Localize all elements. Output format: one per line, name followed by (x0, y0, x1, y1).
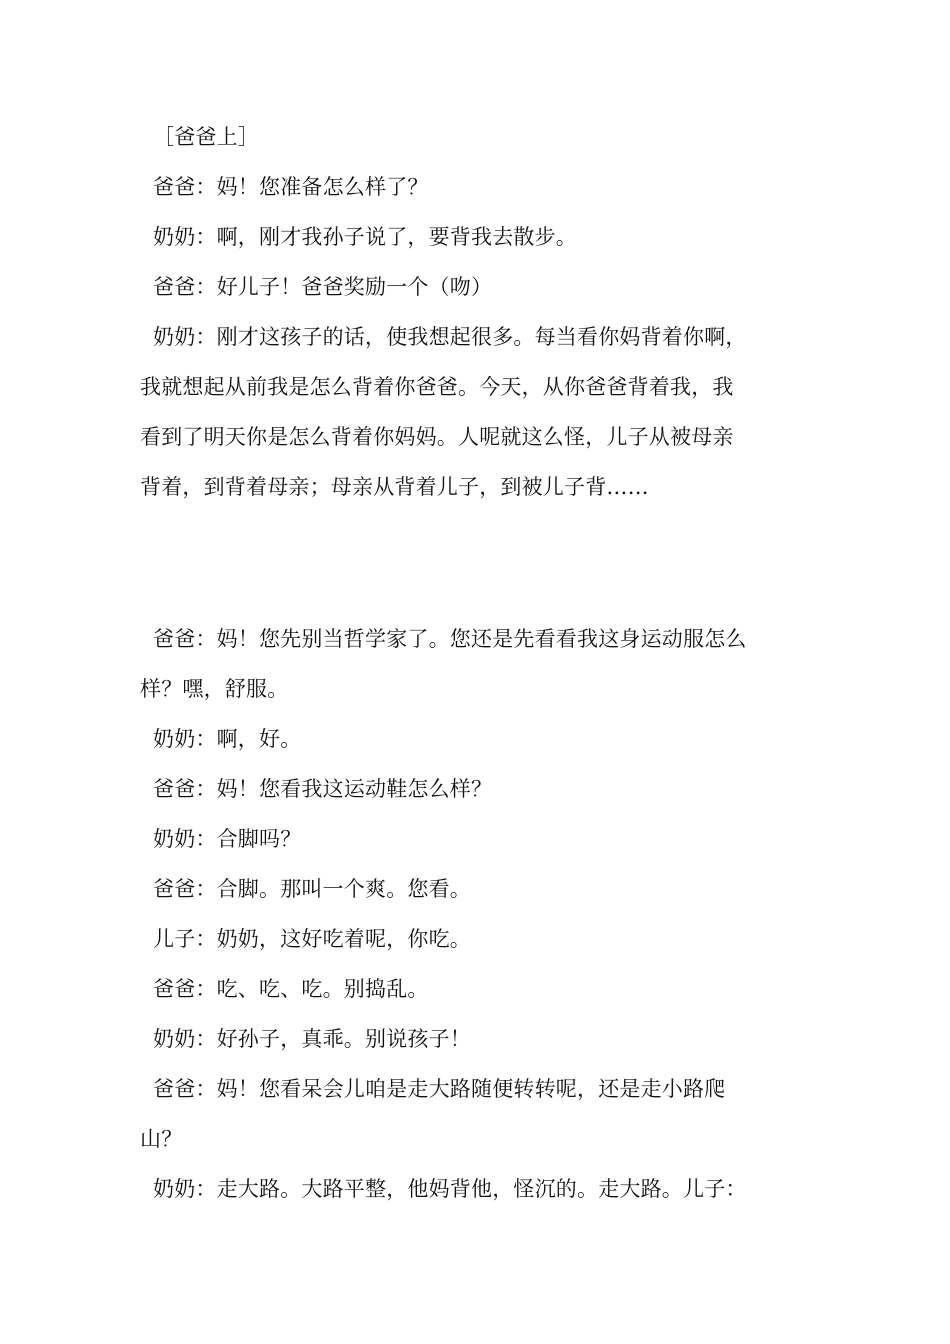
dialogue-line: 儿子：奶奶，这好吃着呢，你吃。 (153, 927, 471, 951)
dialogue-line-continued: 我就想起从前我是怎么背着你爸爸。今天，从你爸爸背着我，我 (140, 375, 734, 399)
stage-direction: ［爸爸上］ (153, 125, 259, 149)
dialogue-line: 爸爸：好儿子！爸爸奖励一个（吻） (153, 275, 493, 299)
dialogue-line: 爸爸：妈！您准备怎么样了？ (153, 175, 429, 199)
dialogue-line-continued: 看到了明天你是怎么背着你妈妈。人呢就这么怪，儿子从被母亲 (140, 425, 734, 449)
dialogue-line: 奶奶：啊，好。 (153, 727, 302, 751)
dialogue-line: 爸爸：合脚。那叫一个爽。您看。 (153, 877, 471, 901)
dialogue-line: 奶奶：合脚吗？ (153, 827, 302, 851)
dialogue-line: 奶奶：好孙子，真乖。别说孩子！ (153, 1027, 471, 1051)
dialogue-line: 奶奶：走大路。大路平整，他妈背他，怪沉的。走大路。儿子： (153, 1177, 747, 1201)
dialogue-line: 奶奶：啊，刚才我孙子说了，要背我去散步。 (153, 225, 577, 249)
dialogue-line: 奶奶：刚才这孩子的话，使我想起很多。每当看你妈背着你啊， (153, 325, 747, 349)
dialogue-line-continued: 样？嘿，舒服。 (140, 677, 289, 701)
dialogue-line: 爸爸：妈！您看呆会儿咱是走大路随便转转呢，还是走小路爬 (153, 1077, 726, 1101)
script-section-1 (140, 112, 820, 512)
dialogue-line-continued: 背着，到背着母亲；母亲从背着儿子，到被儿子背…… (140, 475, 649, 499)
dialogue-line: 爸爸：妈！您看我这运动鞋怎么样？ (153, 777, 493, 801)
dialogue-line: 爸爸：妈！您先别当哲学家了。您还是先看看我这身运动服怎么 (153, 627, 747, 651)
script-section-2 (140, 614, 820, 1214)
dialogue-line: 爸爸：吃、吃、吃。别捣乱。 (153, 977, 429, 1001)
dialogue-line-continued: 山？ (140, 1127, 183, 1151)
